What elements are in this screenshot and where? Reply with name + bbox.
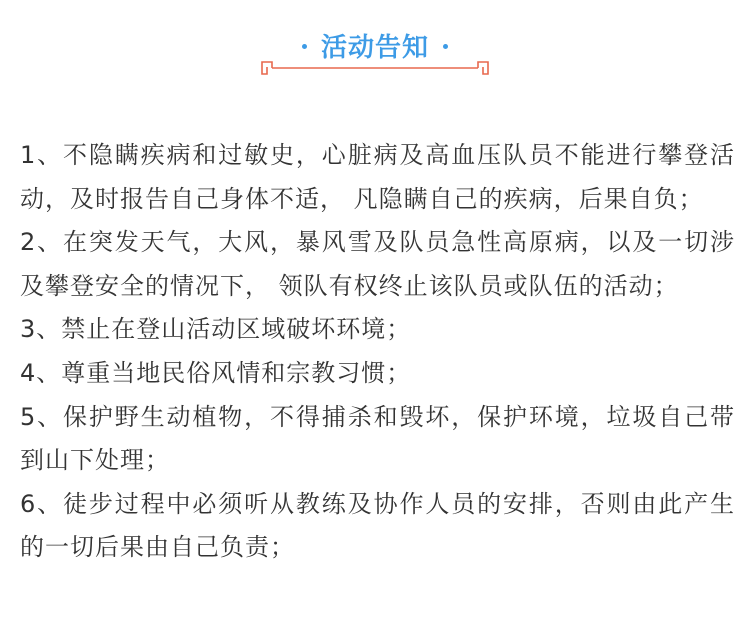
notice-item-6: 6、徒步过程中必须听从教练及协作人员的安排，否则由此产生的一切后果由自己负责； [20,489,735,562]
title-ornament-icon [258,56,492,80]
notice-header [0,0,750,90]
right-dot-icon [443,44,448,49]
notice-item-3: 3、禁止在登山活动区域破坏环境； [20,315,412,344]
notice-item-4: 4、尊重当地民俗风情和宗教习惯； [20,358,412,387]
left-dot-icon [302,44,307,49]
notice-item-2: 2、在突发天气，大风，暴风雪及队员急性高原病，以及一切涉及攀登安全的情况下， 领队有权终止该队员或队伍的活动； [20,228,735,300]
notice-item-5: 5、保护野生动植物，不得捕杀和毁坏，保护环境，垃圾自己带到山下处理； [20,402,735,475]
notice-item-1: 1、不隐瞒疾病和过敏史，心脏病及高血压队员不能进行攀登活动，及时报告自己身体不适， 凡隐瞒自己的疾病，后果自负； [20,141,735,213]
page-title: 活动告知 [320,33,429,63]
notice-list [20,134,735,570]
